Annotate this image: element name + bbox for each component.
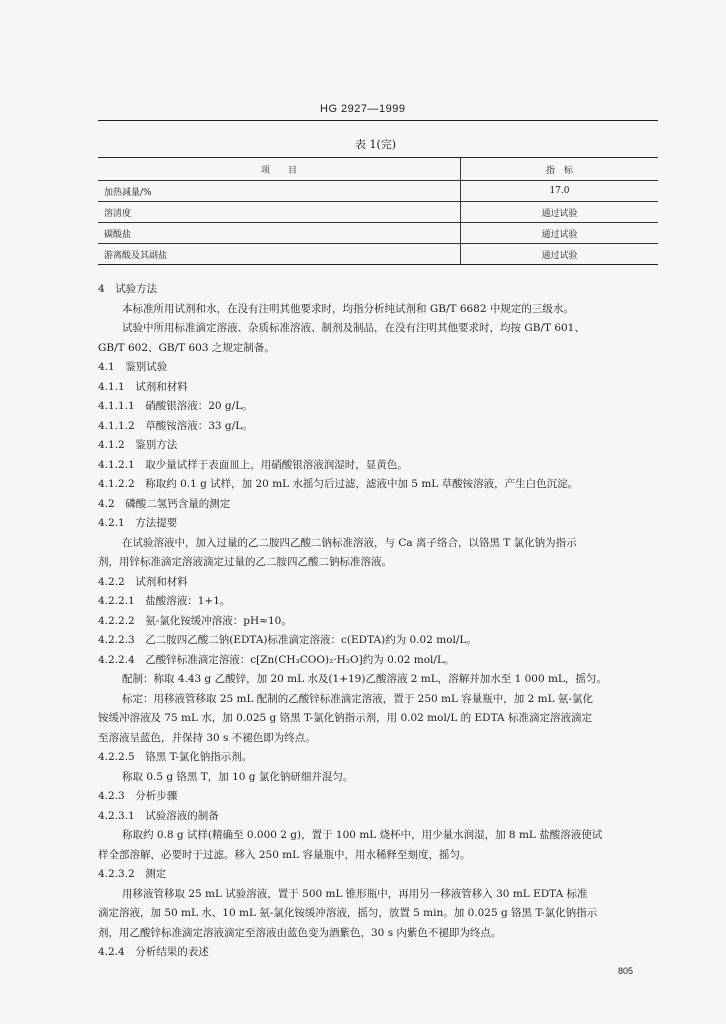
list-item: 4.2.2.3 乙二胺四乙酸二钠(EDTA)标准滴定溶液：c(EDTA)约为 0.02 mol/L。 (98, 634, 477, 646)
section-heading: 4.1.2 鉴别方法 (98, 439, 178, 451)
section-heading: 4.2 磷酸二氢钙含量的测定 (98, 497, 231, 510)
page-number: 805 (618, 966, 634, 976)
row-item: 碳酸盐 (98, 223, 461, 244)
list-item: 4.1.2.2 称取约 0.1 g 试样，加 20 mL 水摇匀后过滤，滤液中加 5 mL 草酸铵溶液，产生白色沉淀。 (98, 478, 579, 490)
paragraph: 用移液管移取 25 mL 试验溶液，置于 500 mL 锥形瓶中，再用另一移液管移入 30 mL EDTA 标准 (122, 887, 588, 900)
paragraph: 标定：用移液管移取 25 mL 配制的乙酸锌标准滴定溶液，置于 250 mL 容量瓶中，加 2 mL 氨-氯化 (122, 692, 593, 705)
paragraph: 称取约 0.8 g 试样(精确至 0.000 2 g)，置于 100 mL 烧杯中，用少量水润湿，加 8 mL 盐酸溶液使试 (122, 829, 603, 841)
spec-table (98, 157, 658, 265)
body-text (98, 280, 658, 963)
list-item: 4.2.2.5 铬黑 T-氯化钠指示剂。 (98, 751, 253, 763)
paragraph: 本标准所用试剂和水，在没有注明其他要求时，均指分析纯试剂和 GB/T 6682 中规定的三级水。 (122, 302, 574, 315)
row-item: 游离酸及其副盐 (98, 244, 461, 265)
col-item-header: 项 目 (98, 158, 461, 181)
list-item: 4.1.1.1 硝酸银溶液：20 g/L。 (98, 400, 253, 412)
list-item: 4.2.2.2 氨-氯化铵缓冲溶液：pH≈10。 (98, 614, 292, 627)
row-value: 17.0 (461, 181, 659, 202)
paragraph: 试验中所用标准滴定溶液、杂质标准溶液、制剂及制品，在没有注明其他要求时，均按 GB/T 601、 (122, 322, 585, 334)
list-item: 4.2.2.1 盐酸溶液：1+1。 (98, 595, 231, 607)
paragraph: 样全部溶解，必要时于过滤。移入 250 mL 容量瓶中，用水稀释至刻度，摇匀。 (98, 848, 471, 861)
paragraph: 铵缓冲溶液及 75 mL 水，加 0.025 g 铬黑 T-氯化钠指示剂，用 0.02 mol/L 的 EDTA 标准滴定溶液滴定 (98, 712, 592, 724)
table-row (98, 202, 658, 223)
section-heading: 4.1.1 试剂和材料 (98, 380, 188, 393)
paragraph: 剂，用乙酸锌标准滴定溶液滴定至溶液由蓝色变为酒紫色，30 s 内紫色不褪即为终点。 (98, 926, 502, 939)
section-heading: 4.2.2 试剂和材料 (98, 575, 188, 588)
section-heading: 4 试验方法 (98, 283, 158, 295)
paragraph: 至溶液呈蓝色，并保持 30 s 不褪色即为终点。 (98, 731, 316, 744)
row-value: 通过试验 (461, 202, 659, 223)
paragraph: 剂，用锌标准滴定溶液滴定过量的乙二胺四乙酸二钠标准溶液。 (98, 556, 392, 568)
paragraph: 在试验溶液中，加入过量的乙二胺四乙酸二钠标准溶液，与 Ca 离子络合，以铬黑 T 氯化钠为指示 (122, 536, 577, 549)
paragraph: 称取 0.5 g 铬黑 T，加 10 g 氯化钠研细并混匀。 (122, 770, 354, 783)
col-value-header: 指 标 (461, 158, 659, 181)
table-row (98, 244, 658, 265)
standard-code: HG 2927—1999 (320, 103, 406, 115)
table-header-row (98, 158, 658, 181)
section-heading: 4.2.3 分析步骤 (98, 790, 178, 802)
row-item: 溶清度 (98, 202, 461, 223)
section-heading: 4.1 鉴别试验 (98, 361, 168, 373)
list-item: 4.1.1.2 草酸铵溶液：33 g/L。 (98, 419, 253, 432)
row-item: 加热减量/% (98, 181, 461, 202)
list-item: 4.2.2.4 乙酸锌标准滴定溶液：c[Zn(CH₃COO)₂·H₂O]约为 0.02 mol/L。 (98, 653, 455, 666)
section-heading: 4.2.1 方法提要 (98, 517, 178, 529)
table-row (98, 181, 658, 202)
section-heading: 4.2.3.2 测定 (98, 868, 167, 880)
row-value: 通过试验 (461, 244, 659, 265)
section-heading: 4.2.4 分析结果的表述 (98, 946, 209, 958)
header-rule (98, 120, 658, 121)
paragraph: GB/T 602、GB/T 603 之规定制备。 (98, 341, 275, 354)
paragraph: 配制：称取 4.43 g 乙酸锌，加 20 mL 水及(1+19)乙酸溶液 2 mL，溶解并加水至 1 000 mL，摇匀。 (122, 673, 607, 685)
table-row (98, 223, 658, 244)
row-value: 通过试验 (461, 223, 659, 244)
paragraph: 滴定溶液，加 50 mL 水、10 mL 氨-氯化铵缓冲溶液，摇匀，放置 5 min。加 0.025 g 铬黑 T-氯化钠指示 (98, 907, 598, 919)
table-caption: 表 1(完) (355, 138, 397, 151)
list-item: 4.1.2.1 取少量试样于表面皿上，用硝酸银溶液润湿时，显黄色。 (98, 458, 408, 471)
section-heading: 4.2.3.1 试验溶液的制备 (98, 809, 219, 822)
